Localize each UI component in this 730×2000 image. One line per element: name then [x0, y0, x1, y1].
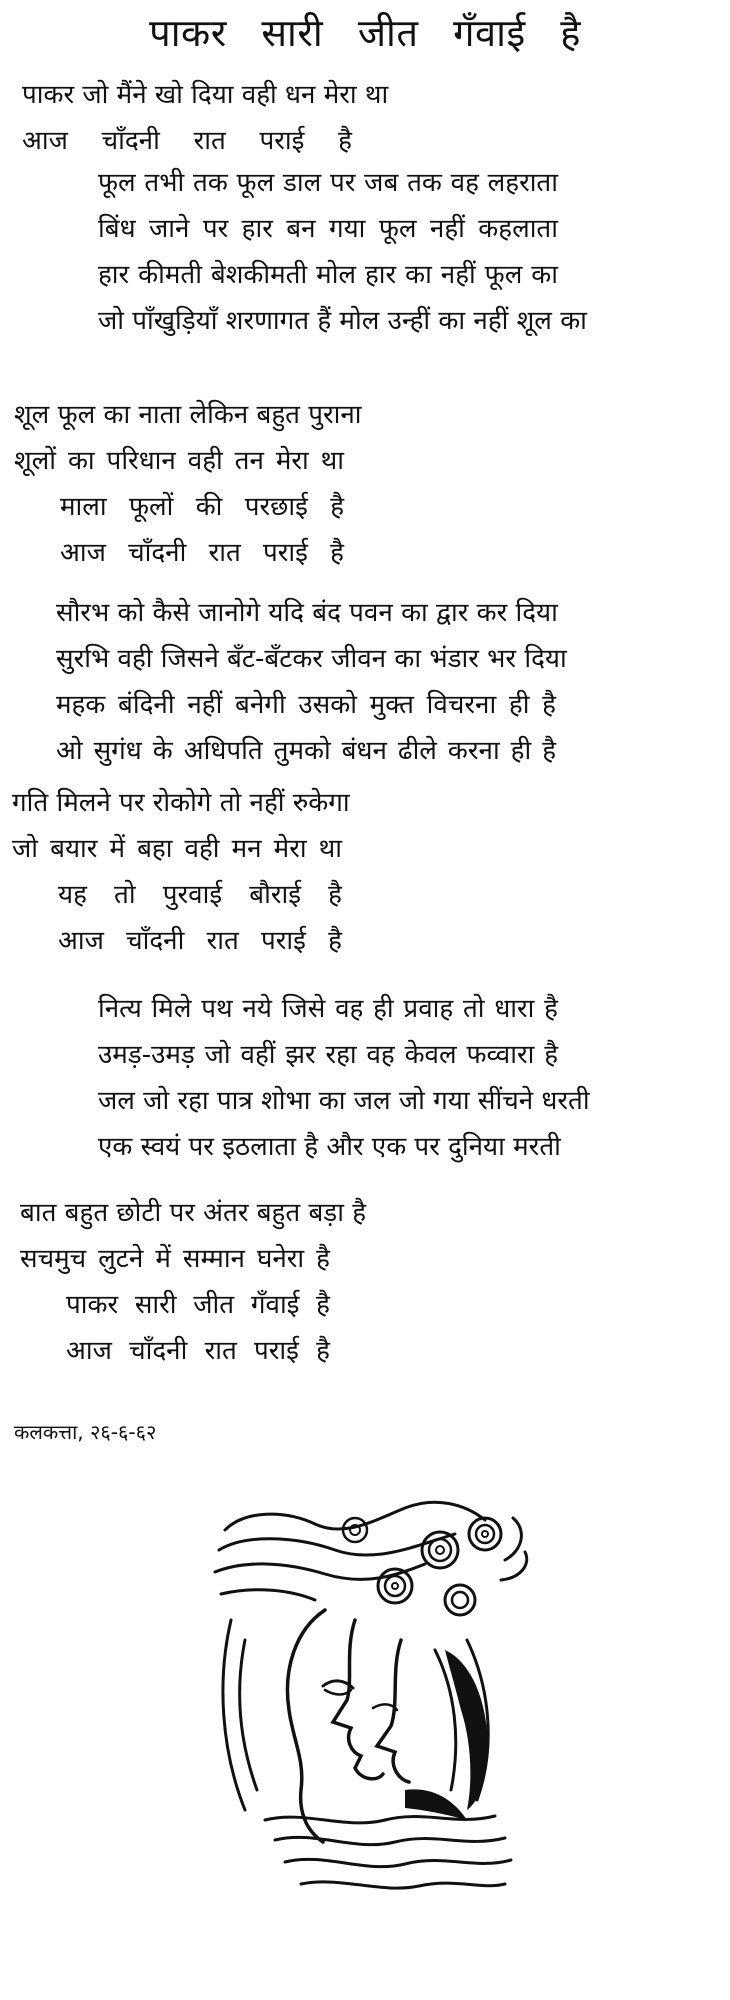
stanza-6	[98, 986, 590, 1170]
stanza-5	[12, 780, 350, 964]
stanza-line: हार कीमती बेशकीमती मोल हार का नहीं फूल का	[98, 260, 558, 290]
stanza-line: गति मिलने पर रोकोगे तो नहीं रुकेगा	[12, 788, 350, 818]
stanza-line: शूलों का परिधान वही तन मेरा था	[14, 446, 344, 476]
stanza-line: ओ सुगंध के अधिपति तुमको बंधन ढीले करना ही है	[56, 736, 556, 766]
stanza-line: फूल तभी तक फूल डाल पर जब तक वह लहराता	[98, 168, 558, 198]
stanza-line: जो बयार में बहा वही मन मेरा था	[12, 834, 342, 864]
stanza-line: आज चाँदनी रात पराई है	[66, 1336, 330, 1366]
stanza-line: नित्य मिले पथ नये जिसे वह ही प्रवाह तो धारा है	[98, 994, 558, 1024]
stanza-line: आज चाँदनी रात पराई है	[60, 538, 344, 568]
stanza-line: जल जो रहा पात्र शोभा का जल जो गया सींचने धरती	[98, 1086, 590, 1116]
face-with-swirling-clouds-illustration	[205, 1490, 535, 1910]
stanza-4	[56, 590, 567, 774]
stanza-1	[22, 72, 389, 164]
stanza-line: जो पाँखुड़ियाँ शरणागत हैं मोल उन्हीं का नहीं शूल का	[98, 306, 587, 336]
stanza-line: सुरभि वही जिसने बँट-बँटकर जीवन का भंडार भर दिया	[56, 644, 567, 674]
stanza-line: पाकर सारी जीत गँवाई है	[66, 1290, 330, 1320]
stanza-line: बिंध जाने पर हार बन गया फूल नहीं कहलाता	[98, 214, 558, 244]
stanza-line: सौरभ को कैसे जानोगे यदि बंद पवन का द्वार कर दिया	[56, 598, 558, 628]
stanza-line: माला फूलों की परछाई है	[60, 492, 344, 522]
place-date-signature: कलकत्ता, २६-६-६२	[14, 1420, 157, 1444]
stanza-line: आज चाँदनी रात पराई है	[58, 926, 342, 956]
poem-title: पाकर सारी जीत गँवाई है	[149, 11, 581, 55]
stanza-2	[98, 160, 587, 344]
stanza-line: महक बंदिनी नहीं बनेगी उसको मुक्त विचरना ही है	[56, 690, 556, 720]
stanza-line: यह तो पुरवाई बौराई है	[58, 880, 342, 910]
stanza-7	[20, 1190, 367, 1374]
stanza-3	[14, 392, 362, 576]
stanza-line: बात बहुत छोटी पर अंतर बहुत बड़ा है	[20, 1198, 367, 1228]
stanza-line: सचमुच लुटने में सम्मान घनेरा है	[20, 1244, 330, 1274]
stanza-line: आज चाँदनी रात पराई है	[22, 126, 352, 156]
stanza-line: उमड़-उमड़ जो वहीं झर रहा वह केवल फव्वारा है	[98, 1040, 558, 1070]
stanza-line: पाकर जो मैंने खो दिया वही धन मेरा था	[22, 80, 389, 110]
stanza-line: एक स्वयं पर इठलाता है और एक पर दुनिया मरती	[98, 1132, 561, 1162]
stanza-line: शूल फूल का नाता लेकिन बहुत पुराना	[14, 400, 362, 430]
